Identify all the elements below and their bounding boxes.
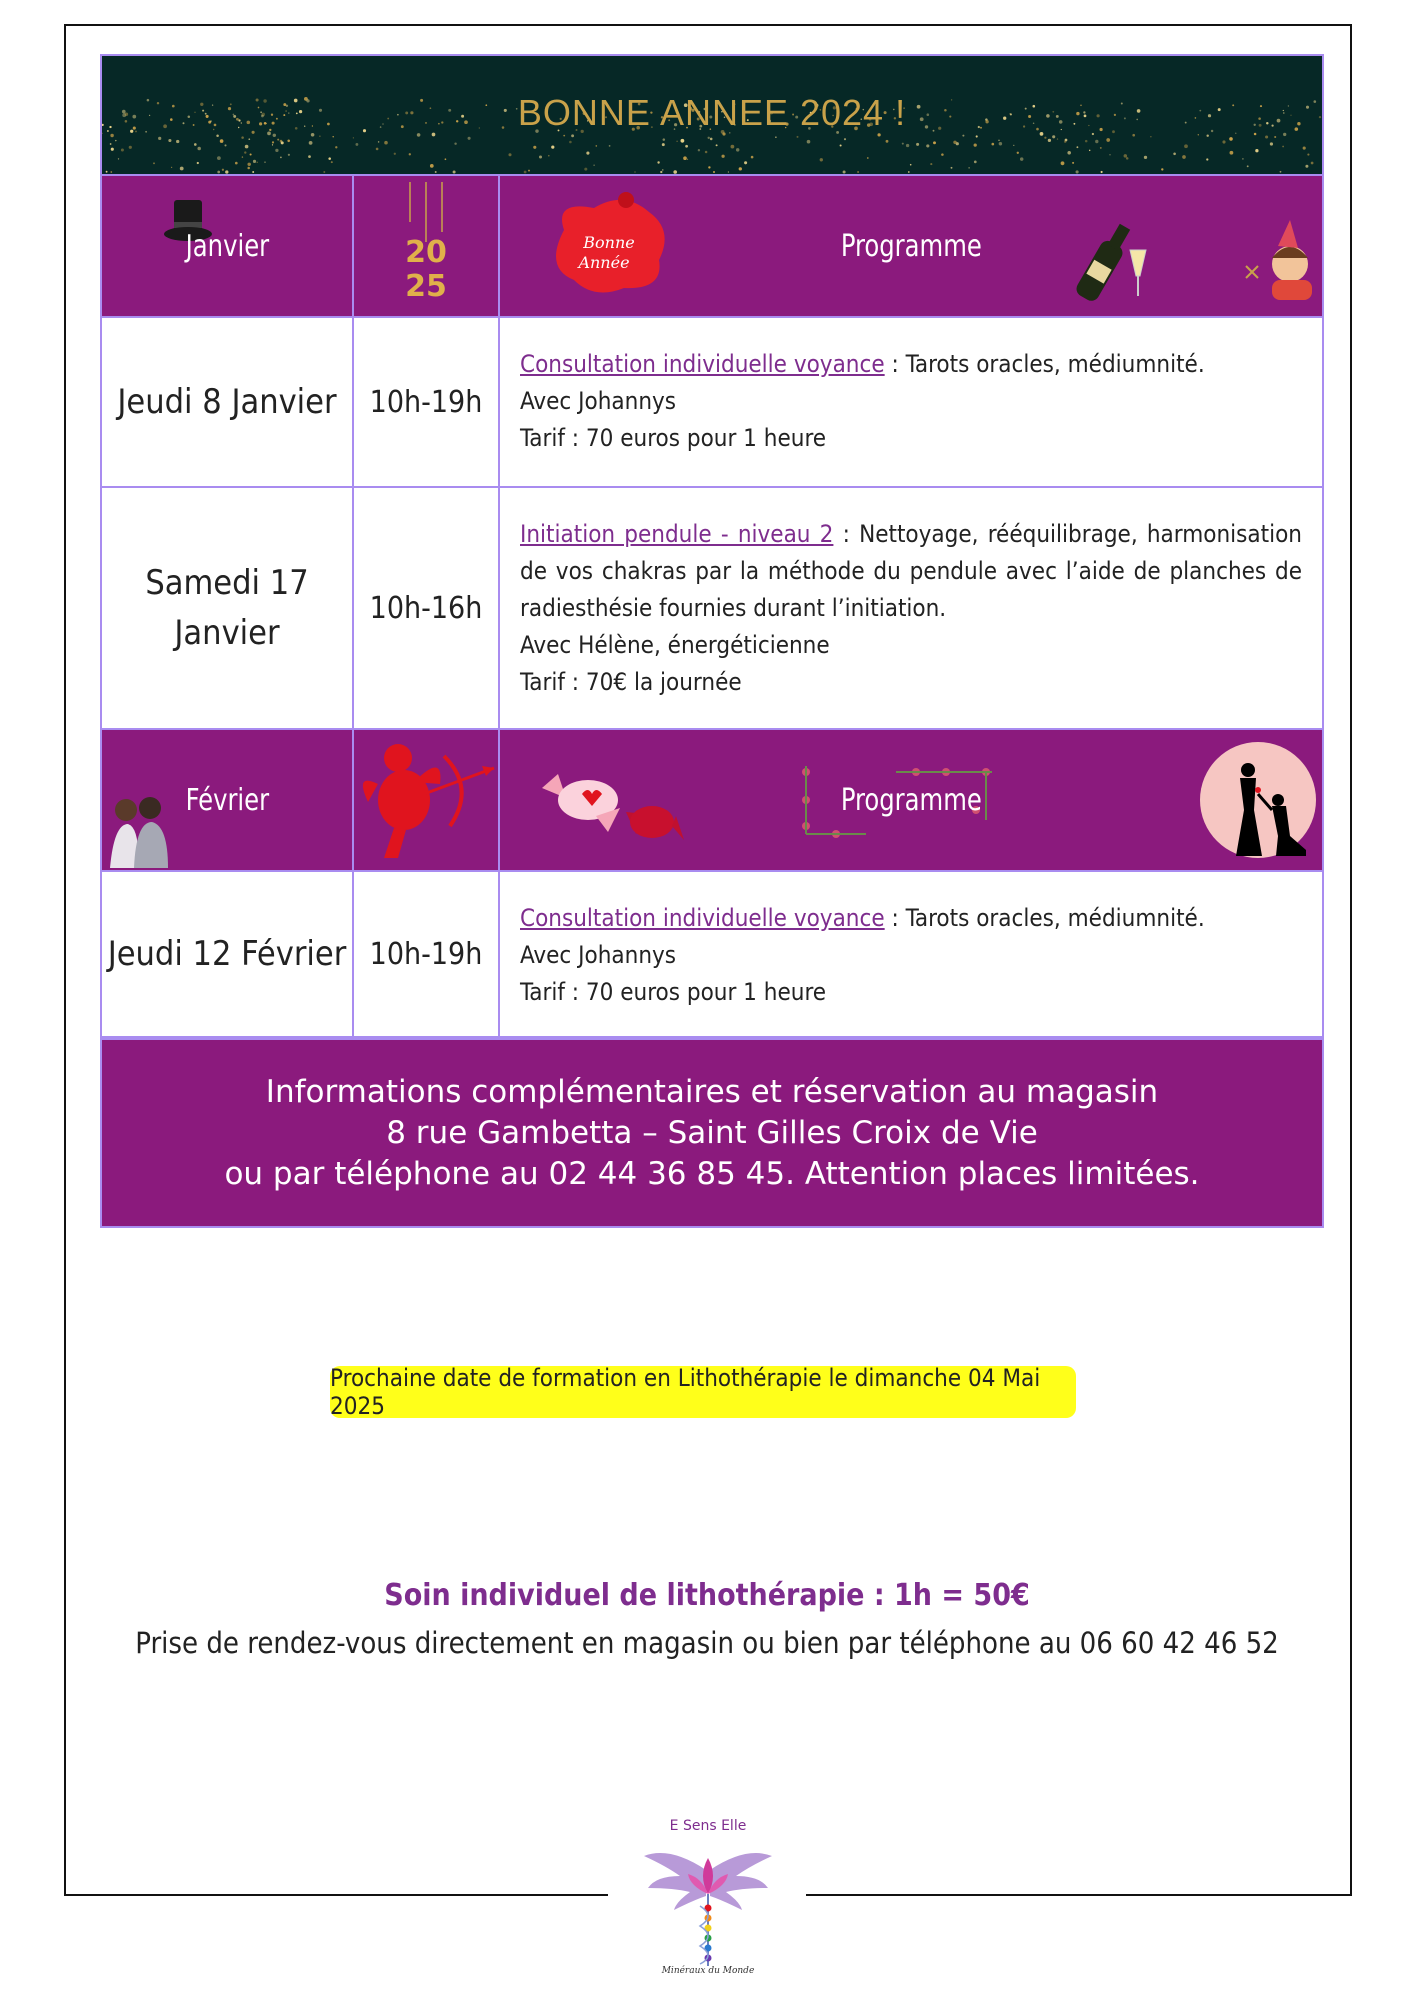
glitter-dot xyxy=(106,171,108,173)
glitter-dot xyxy=(840,144,842,146)
glitter-dot xyxy=(1076,146,1078,148)
page-frame-bottom-left xyxy=(64,1894,608,1896)
glitter-dot xyxy=(662,169,663,170)
glitter-dot xyxy=(353,137,354,138)
glitter-dot xyxy=(1265,135,1268,138)
glitter-dot xyxy=(168,139,171,142)
glitter-dot xyxy=(197,162,199,164)
info-line-1: Informations complémentaires et réservation au magasin xyxy=(265,1073,1159,1110)
logo-subtitle: Minéraux du Monde xyxy=(661,1966,755,1976)
glitter-dot xyxy=(676,141,677,142)
glitter-dot xyxy=(843,170,846,173)
glitter-dot xyxy=(1229,137,1233,141)
glitter-dot xyxy=(974,161,977,164)
event-details xyxy=(500,318,1322,486)
glitter-dot xyxy=(110,143,112,145)
glitter-dot xyxy=(528,170,530,172)
glitter-dot xyxy=(264,162,265,163)
janvier-programme-label: Programme xyxy=(840,228,982,264)
glitter-dot xyxy=(660,171,662,173)
glitter-dot xyxy=(524,171,527,174)
shop-logo xyxy=(640,1818,776,1988)
glitter-dot xyxy=(171,167,172,168)
glitter-dot xyxy=(634,171,635,172)
event-date-line2: Janvier xyxy=(174,613,280,653)
glitter-dot xyxy=(1085,140,1088,143)
glitter-dot xyxy=(1064,140,1066,142)
page-frame-bottom-right xyxy=(806,1894,1352,1896)
year-badge-bottom: 25 xyxy=(405,269,447,304)
glitter-dot xyxy=(951,167,953,169)
glitter-dot xyxy=(224,144,226,146)
glitter-dot xyxy=(308,155,311,158)
glitter-dot xyxy=(976,135,978,137)
glitter-dot xyxy=(716,144,718,146)
glitter-dot xyxy=(328,157,331,160)
glitter-dot xyxy=(225,170,228,173)
glitter-dot xyxy=(430,164,434,168)
event-row xyxy=(102,872,1322,1038)
glitter-dot xyxy=(820,158,823,161)
glitter-dot xyxy=(906,144,909,147)
glitter-dot xyxy=(1017,152,1019,154)
glitter-dot xyxy=(663,138,666,141)
glitter-dot xyxy=(272,141,274,143)
event-title-link[interactable]: Initiation pendule - niveau 2 xyxy=(520,520,834,548)
glitter-dot xyxy=(247,167,250,170)
glitter-dot xyxy=(248,138,250,140)
glitter-dot xyxy=(807,140,811,144)
glitter-dot xyxy=(930,163,932,165)
event-date: Jeudi 12 Février xyxy=(102,872,354,1036)
event-description: : Tarots oracles, médiumnité. xyxy=(884,904,1205,932)
glitter-dot xyxy=(681,139,685,143)
glitter-dot xyxy=(657,161,659,163)
glitter-dot xyxy=(153,162,155,164)
glitter-dot xyxy=(1303,147,1306,150)
glitter-dot xyxy=(1126,157,1129,160)
glitter-dot xyxy=(435,171,437,173)
logo-name: E Sens Elle xyxy=(669,1818,747,1834)
glitter-dot xyxy=(713,171,715,173)
glitter-dot xyxy=(1124,154,1128,158)
event-host: Avec Johannys xyxy=(520,941,677,969)
glitter-dot xyxy=(1076,170,1079,173)
glitter-dot xyxy=(685,145,688,148)
glitter-dot xyxy=(902,143,904,145)
soin-text: Prise de rendez-vous directement en magasin ou bien par téléphone au 06 60 42 46 52 xyxy=(135,1626,1279,1660)
glitter-dot xyxy=(250,153,252,155)
glitter-dot xyxy=(1067,151,1071,155)
page-frame-left xyxy=(64,24,66,1896)
glitter-dot xyxy=(933,141,936,144)
glitter-dot xyxy=(508,153,511,156)
glitter-dot xyxy=(241,136,244,139)
glitter-dot xyxy=(280,157,282,159)
glitter-dot xyxy=(886,140,889,143)
glitter-dot xyxy=(533,146,536,149)
info-line-3: ou par téléphone au 02 44 36 85 45. Attention places limitées. xyxy=(224,1155,1200,1192)
glitter-dot xyxy=(1089,150,1090,151)
glitter-dot xyxy=(335,146,337,148)
glitter-dot xyxy=(926,144,929,147)
glitter-dot xyxy=(1206,158,1208,160)
fevrier-programme-cell xyxy=(500,730,1322,870)
glitter-dot xyxy=(1247,165,1249,167)
glitter-dot xyxy=(287,140,290,143)
glitter-dot xyxy=(736,148,739,151)
glitter-dot xyxy=(216,135,219,138)
event-price: Tarif : 70€ la journée xyxy=(520,668,742,696)
glitter-dot xyxy=(962,135,964,137)
glitter-dot xyxy=(111,148,114,151)
info-box xyxy=(102,1038,1322,1226)
glitter-dot xyxy=(1048,139,1051,142)
glitter-dot xyxy=(222,169,224,171)
glitter-dot xyxy=(288,154,290,156)
glitter-dot xyxy=(1282,146,1284,148)
event-description: : Nettoyage, rééquilibrage, harmonisation de vos chakras par la méthode du pendule avec l’aide de planches de radiesthésie fournies durant l’initiation. xyxy=(520,520,1302,622)
glitter-dot xyxy=(584,168,587,171)
glitter-dot xyxy=(176,140,179,143)
glitter-dot xyxy=(1052,135,1055,138)
glitter-dot xyxy=(1182,155,1186,159)
glitter-dot xyxy=(998,140,999,141)
glitter-dot xyxy=(129,146,132,149)
events-table xyxy=(100,54,1324,1228)
event-row xyxy=(102,488,1322,730)
glitter-dot xyxy=(272,144,273,145)
event-date xyxy=(102,488,354,728)
glitter-dot xyxy=(242,156,243,157)
glitter-dot xyxy=(1280,171,1282,173)
bonne-annee-sticker-icon xyxy=(544,190,674,300)
glitter-dot xyxy=(867,157,869,159)
glitter-dot xyxy=(571,134,574,137)
glitter-dot xyxy=(705,151,708,154)
new-year-banner xyxy=(102,56,1322,176)
cupid-icon xyxy=(354,732,498,868)
glitter-dot xyxy=(247,163,250,166)
glitter-dot xyxy=(968,167,969,168)
winged-lotus-icon xyxy=(640,1836,776,1986)
glitter-dot xyxy=(1072,162,1074,164)
glitter-dot xyxy=(586,152,589,155)
glitter-dot xyxy=(1100,147,1102,149)
glitter-dot xyxy=(1061,161,1065,165)
hanging-2025-icon xyxy=(396,182,456,310)
janvier-header-row xyxy=(102,176,1322,318)
event-date-line1: Samedi 17 xyxy=(145,563,309,603)
glitter-dot xyxy=(445,158,447,160)
glitter-dot xyxy=(999,142,1002,145)
event-date: Jeudi 8 Janvier xyxy=(102,318,354,486)
glitter-dot xyxy=(1242,158,1244,160)
fevrier-programme-label: Programme xyxy=(840,782,982,818)
glitter-dot xyxy=(110,171,112,173)
glitter-dot xyxy=(916,143,919,146)
event-hours: 10h-16h xyxy=(354,488,500,728)
glitter-dot xyxy=(974,143,977,146)
glitter-dot xyxy=(319,136,320,137)
champagne-icon xyxy=(1060,210,1150,310)
glitter-dot xyxy=(273,134,276,137)
event-price: Tarif : 70 euros pour 1 heure xyxy=(520,424,827,452)
page-frame-right xyxy=(1350,24,1352,1896)
soin-title: Soin individuel de lithothérapie : 1h = 50€ xyxy=(384,1578,1030,1613)
glitter-dot xyxy=(235,162,238,165)
glitter-dot xyxy=(194,143,197,146)
glitter-dot xyxy=(453,171,456,174)
glitter-dot xyxy=(1198,134,1199,135)
proposal-moon-icon xyxy=(1196,738,1320,862)
glitter-dot xyxy=(683,156,687,160)
glitter-dot xyxy=(708,137,710,139)
candy-icon xyxy=(536,768,686,848)
formation-highlight: Prochaine date de formation en Lithothérapie le dimanche 04 Mai 2025 xyxy=(330,1366,1076,1418)
glitter-dot xyxy=(687,159,688,160)
glitter-dot xyxy=(1132,134,1135,137)
glitter-dot xyxy=(953,141,956,144)
info-line-2: 8 rue Gambetta – Saint Gilles Croix de Vie xyxy=(386,1114,1038,1151)
glitter-dot xyxy=(394,153,396,155)
glitter-dot xyxy=(548,155,550,157)
glitter-dot xyxy=(376,148,379,151)
year-badge-top: 20 xyxy=(405,235,447,270)
fevrier-month-cell xyxy=(102,730,354,870)
glitter-dot xyxy=(115,140,116,141)
event-title-link[interactable]: Consultation individuelle voyance xyxy=(520,904,885,932)
couple-icon xyxy=(104,792,174,868)
glitter-dot xyxy=(217,171,220,174)
glitter-dot xyxy=(1311,162,1314,165)
fevrier-month-label: Février xyxy=(185,782,269,818)
glitter-dot xyxy=(593,165,594,166)
glitter-dot xyxy=(468,137,471,140)
glitter-dot xyxy=(378,141,380,143)
glitter-dot xyxy=(563,135,565,137)
glitter-dot xyxy=(121,148,124,151)
glitter-dot xyxy=(569,141,572,144)
glitter-dot xyxy=(257,162,258,163)
janvier-programme-cell xyxy=(500,176,1322,316)
glitter-dot xyxy=(595,145,597,147)
glitter-dot xyxy=(332,136,333,137)
glitter-dot xyxy=(245,145,249,149)
glitter-dot xyxy=(698,149,700,151)
glitter-dot xyxy=(252,171,254,173)
glitter-dot xyxy=(409,153,411,155)
glitter-dot xyxy=(710,138,713,141)
glitter-dot xyxy=(1095,140,1098,143)
glitter-dot xyxy=(1184,144,1188,148)
glitter-dot xyxy=(908,171,910,173)
glitter-dot xyxy=(609,145,611,147)
glitter-dot xyxy=(1106,138,1110,142)
glitter-dot xyxy=(1101,171,1103,173)
glitter-dot xyxy=(797,136,799,138)
glitter-dot xyxy=(775,137,776,138)
glitter-dot xyxy=(728,171,729,172)
janvier-month-cell xyxy=(102,176,354,316)
glitter-dot xyxy=(1222,140,1225,143)
glitter-dot xyxy=(751,156,754,159)
glitter-dot xyxy=(1144,156,1147,159)
glitter-dot xyxy=(355,143,358,146)
glitter-dot xyxy=(180,167,184,171)
svg-text:Année: Année xyxy=(578,253,630,272)
glitter-dot xyxy=(1274,136,1276,138)
event-host: Avec Hélène, énergéticienne xyxy=(520,631,830,659)
glitter-dot xyxy=(673,170,677,174)
event-price: Tarif : 70 euros pour 1 heure xyxy=(520,978,827,1006)
glitter-dot xyxy=(454,142,456,144)
glitter-dot xyxy=(1255,149,1258,152)
glitter-dot xyxy=(539,155,542,158)
glitter-dot xyxy=(941,153,944,156)
glitter-dot xyxy=(253,160,256,163)
glitter-dot xyxy=(217,156,221,160)
glitter-dot xyxy=(708,166,710,168)
glitter-dot xyxy=(323,171,325,173)
glitter-dot xyxy=(158,137,161,140)
cupid-cell xyxy=(354,730,500,870)
glitter-dot xyxy=(844,138,846,140)
glitter-dot xyxy=(744,161,747,164)
glitter-dot xyxy=(1057,138,1058,139)
fevrier-header-row xyxy=(102,730,1322,872)
event-hours: 10h-19h xyxy=(354,318,500,486)
glitter-dot xyxy=(1305,165,1308,168)
event-row xyxy=(102,318,1322,488)
glitter-dot xyxy=(331,161,333,163)
glitter-dot xyxy=(384,141,388,145)
glitter-dot xyxy=(1307,154,1309,156)
glitter-dot xyxy=(662,143,665,146)
glitter-dot xyxy=(1270,142,1273,145)
glitter-dot xyxy=(721,155,724,158)
glitter-dot xyxy=(910,164,912,166)
glitter-dot xyxy=(739,167,742,170)
glitter-dot xyxy=(275,149,278,152)
event-details xyxy=(500,872,1322,1036)
glitter-dot xyxy=(244,151,246,153)
page-frame-top xyxy=(64,24,1352,26)
event-description: : Tarots oracles, médiumnité. xyxy=(884,350,1205,378)
glitter-dot xyxy=(277,139,279,141)
glitter-dot xyxy=(1013,145,1014,146)
glitter-dot xyxy=(731,145,735,149)
glitter-dot xyxy=(1020,157,1023,160)
glitter-dot xyxy=(857,171,859,173)
event-title-link[interactable]: Consultation individuelle voyance xyxy=(520,350,885,378)
glitter-dot xyxy=(1044,137,1046,139)
glitter-dot xyxy=(281,141,284,144)
glitter-dot xyxy=(110,134,113,137)
glitter-dot xyxy=(1173,153,1176,156)
year-badge-cell xyxy=(354,176,500,316)
glitter-dot xyxy=(1161,168,1163,170)
glitter-dot xyxy=(1109,154,1110,155)
party-kid-icon xyxy=(1232,206,1322,306)
svg-text:Bonne: Bonne xyxy=(583,233,635,252)
glitter-dot xyxy=(1230,151,1234,155)
banner-title: BONNE ANNEE 2024 ! xyxy=(517,92,907,133)
glitter-dot xyxy=(1206,134,1208,136)
glitter-dot xyxy=(551,145,554,148)
glitter-dot xyxy=(991,143,994,146)
glitter-dot xyxy=(1150,136,1151,137)
event-hours: 10h-19h xyxy=(354,872,500,1036)
event-details xyxy=(500,488,1322,728)
event-host: Avec Johannys xyxy=(520,387,677,415)
glitter-dot xyxy=(309,141,313,145)
glitter-dot xyxy=(220,139,224,143)
janvier-month-label: Janvier xyxy=(185,228,269,264)
glitter-dot xyxy=(118,158,119,159)
glitter-dot xyxy=(197,147,201,151)
